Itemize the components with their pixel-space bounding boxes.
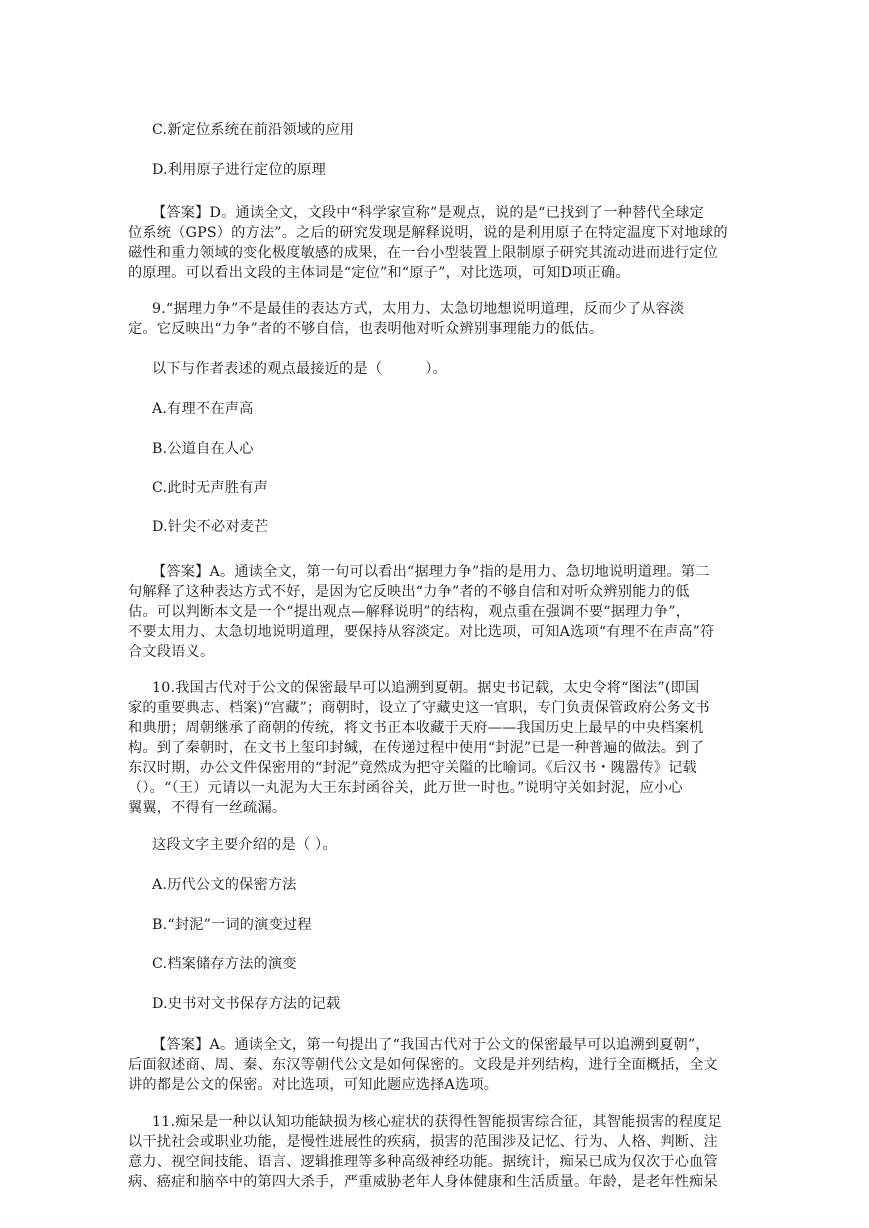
q9-question: 以下与作者表述的观点最接近的是（ ）。 <box>152 361 448 377</box>
q10-answer-line: 后面叙述商、周、秦、东汉等朝代公文是如何保密的。文段是并列结构，进行全面概括，全文 <box>128 1057 718 1073</box>
q10-stem-line: 10.我国古代对于公文的保密最早可以追溯到夏朝。据史书记载，太史令将“图法”(即国 <box>152 680 700 696</box>
q8-option-c: C.新定位系统在前沿领域的应用 <box>152 122 355 138</box>
q9-answer-line: 句解释了这种表达方式不好，是因为它反映出“力争”者的不够自信和对听众辨别能力的低 <box>128 584 690 600</box>
q8-answer-line: 【答案】D。通读全文，文段中“科学家宣称”是观点，说的是“已找到了一种替代全球定 <box>152 205 704 221</box>
q9-answer-line: 合文段语义。 <box>128 644 215 660</box>
q9-stem-line: 定。它反映出“力争”者的不够自信，也表明他对听众辨别事理能力的低估。 <box>128 321 604 337</box>
q10-stem-line: （）。“（王）元请以一丸泥为大王东封函谷关，此万世一时也。”说明守关如封泥，应小心 <box>128 780 683 796</box>
q10-stem-line: 东汉时期，办公文件保密用的“封泥”竟然成为把守关隘的比喻词。《后汉书・隗嚣传》记载 <box>128 760 697 776</box>
q10-option-d: D.史书对文书保存方法的记载 <box>152 996 341 1012</box>
q9-option-d: D.针尖不必对麦芒 <box>152 519 269 535</box>
q10-option-a: A.历代公文的保密方法 <box>152 877 297 893</box>
q10-stem-line: 翼翼，不得有一丝疏漏。 <box>128 800 287 816</box>
q10-answer-line: 【答案】A。通读全文，第一句提出了“我国古代对于公文的保密最早可以追溯到夏朝”， <box>152 1037 710 1053</box>
q10-stem-line: 构。到了秦朝时，在文书上玺印封缄，在传递过程中使用“封泥”已是一种普遍的做法。到了 <box>128 740 705 756</box>
q11-stem-line: 病、癌症和脑卒中的第四大杀手，严重威胁老年人身体健康和生活质量。年龄，是老年性痴呆 <box>128 1174 718 1190</box>
q9-option-c: C.此时无声胜有声 <box>152 480 268 496</box>
q10-option-b: B.“封泥”一词的演变过程 <box>152 917 312 933</box>
q8-option-d: D.利用原子进行定位的原理 <box>152 162 327 178</box>
q9-answer-line: 不要太用力、太急切地说明道理，要保持从容淡定。对比选项，可知A选项“有理不在声高”符 <box>128 624 715 640</box>
q11-stem-line: 意力、视空间技能、语言、逻辑推理等多种高级神经功能。据统计，痴呆已成为仅次于心血管 <box>128 1154 718 1170</box>
q8-answer-line: 磁性和重力领域的变化极度敏感的成果，在一台小型装置上限制原子研究其流动进而进行定位 <box>128 245 718 261</box>
q9-answer-line: 估。可以判断本文是一个“提出观点—解释说明”的结构，观点重在强调不要“据理力争”， <box>128 604 691 620</box>
q8-answer-line: 的原理。可以看出文段的主体词是“定位”和“原子”，对比选项，可知D项正确。 <box>128 265 630 281</box>
q10-stem-line: 家的重要典志、档案)“宫藏”；商朝时，设立了守藏史这一官职，专门负责保管政府公务文书 <box>128 700 710 716</box>
q9-option-a: A.有理不在声高 <box>152 401 254 417</box>
q10-question: 这段文字主要介绍的是（ ）。 <box>152 837 337 853</box>
q8-answer-line: 位系统（GPS）的方法”。之后的研究发现是解释说明，说的是利用原子在特定温度下对地球的 <box>128 225 728 241</box>
q10-answer-line: 讲的都是公文的保密。对比选项，可知此题应选择A选项。 <box>128 1077 499 1093</box>
q9-option-b: B.公道自在人心 <box>152 441 254 457</box>
q11-stem-line: 以干扰社会或职业功能，是慢性进展性的疾病，损害的范围涉及记忆、行为、人格、判断、注 <box>128 1134 718 1150</box>
q9-answer-line: 【答案】A。通读全文，第一句可以看出“据理力争”指的是用力、急切地说明道理。第二 <box>152 564 710 580</box>
q10-stem-line: 和典册；周朝继承了商朝的传统，将文书正本收藏于天府——我国历史上最早的中央档案机 <box>128 720 704 736</box>
q11-stem-line: 11.痴呆是一种以认知功能缺损为核心症状的获得性智能损害综合征，其智能损害的程度足 <box>152 1114 722 1130</box>
q9-stem-line: 9.“据理力争”不是最佳的表达方式，太用力、太急切地想说明道理，反而少了从容淡 <box>152 301 685 317</box>
q10-option-c: C.档案储存方法的演变 <box>152 956 297 972</box>
